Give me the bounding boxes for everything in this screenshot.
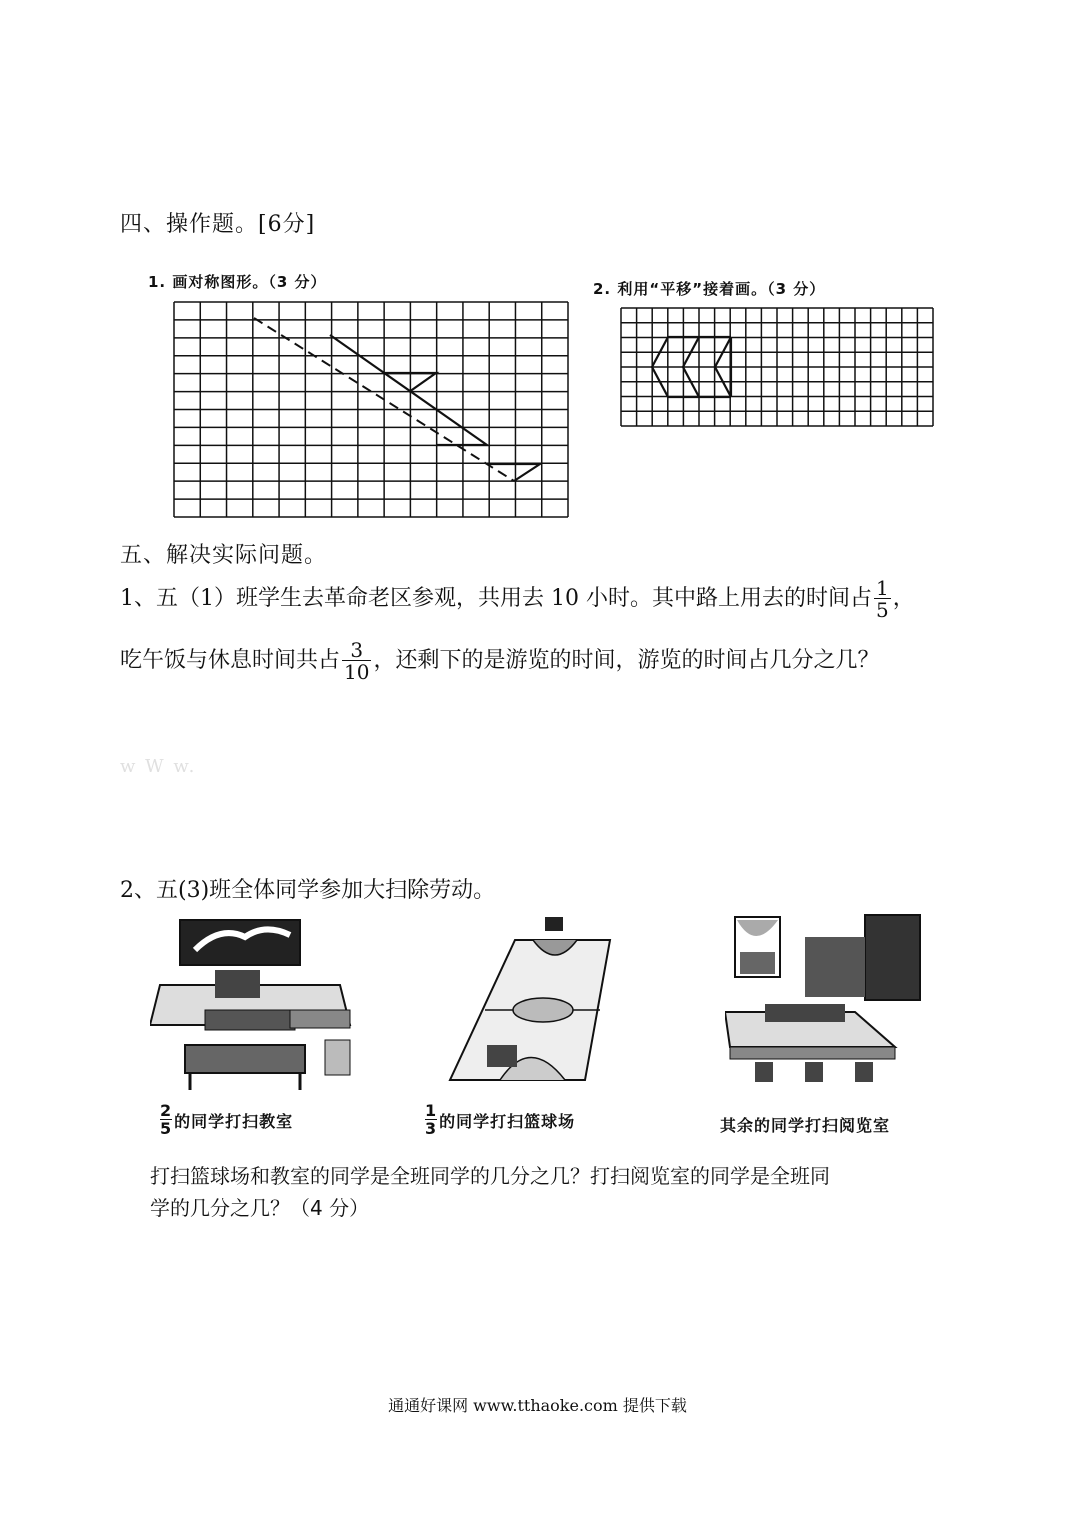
fraction-numerator: 1: [425, 1101, 438, 1120]
task-1-label: 1. 画对称图形。（3 分）: [148, 273, 327, 291]
basketball-court-illustration: [445, 915, 615, 1085]
classroom-caption: [160, 1103, 293, 1137]
question-1-text-2: 吃午饭与休息时间共占: [120, 648, 341, 673]
question-1-line-1: [120, 578, 970, 620]
fraction-denominator: 5: [160, 1119, 173, 1138]
classroom-illustration: [150, 915, 360, 1095]
symmetry-figure: [330, 335, 540, 481]
fraction-one-fifth: [874, 578, 891, 620]
symmetry-grid: [173, 301, 569, 518]
question-1-comma: ，: [892, 586, 915, 611]
reading-room-caption: [720, 1113, 890, 1136]
caption-text: 的同学打扫篮球场: [439, 1111, 576, 1131]
fraction-denominator: 10: [344, 660, 370, 684]
section-4-title: 四、操作题。[6分]: [120, 212, 316, 237]
page-footer: 通通好课网 www.tthaoke.com 提供下载: [388, 1396, 687, 1415]
question-2-line-1: 打扫篮球场和教室的同学是全班同学的几分之几？打扫阅览室的同学是全班同: [150, 1164, 830, 1188]
fraction-denominator: 3: [425, 1119, 438, 1138]
question-1-line-2: [120, 640, 990, 682]
fraction-numerator: 2: [160, 1101, 173, 1120]
question-2-title: 2、五(3)班全体同学参加大扫除劳动。: [120, 878, 496, 903]
caption-text: 的同学打扫教室: [174, 1111, 294, 1131]
fraction-numerator: 1: [875, 576, 889, 600]
fraction-one-third: [425, 1103, 437, 1137]
fraction-three-tenths: [342, 640, 371, 682]
fraction-two-fifths: [160, 1103, 172, 1137]
question-1-text-1: 1、五（1）班学生去革命老区参观，共用去 10 小时。其中路上用去的时间占: [120, 586, 872, 611]
basketball-court-caption: [425, 1103, 575, 1137]
fraction-numerator: 3: [350, 638, 364, 662]
reading-room-illustration: [725, 912, 925, 1092]
caption-text: 其余的同学打扫阅览室: [720, 1116, 891, 1135]
section-5-title: 五、解决实际问题。: [120, 543, 328, 568]
fraction-denominator: 5: [875, 598, 889, 622]
question-2-body: [150, 1160, 950, 1224]
watermark-text: w W w.: [120, 756, 197, 777]
question-1-text-3: ，还剩下的是游览的时间，游览的时间占几分之几？: [373, 648, 880, 673]
translation-grid: [620, 307, 934, 427]
task-2-label: 2. 利用“平移”接着画。（3 分）: [593, 280, 826, 298]
question-2-line-2: 学的几分之几？（4 分）: [150, 1196, 370, 1220]
